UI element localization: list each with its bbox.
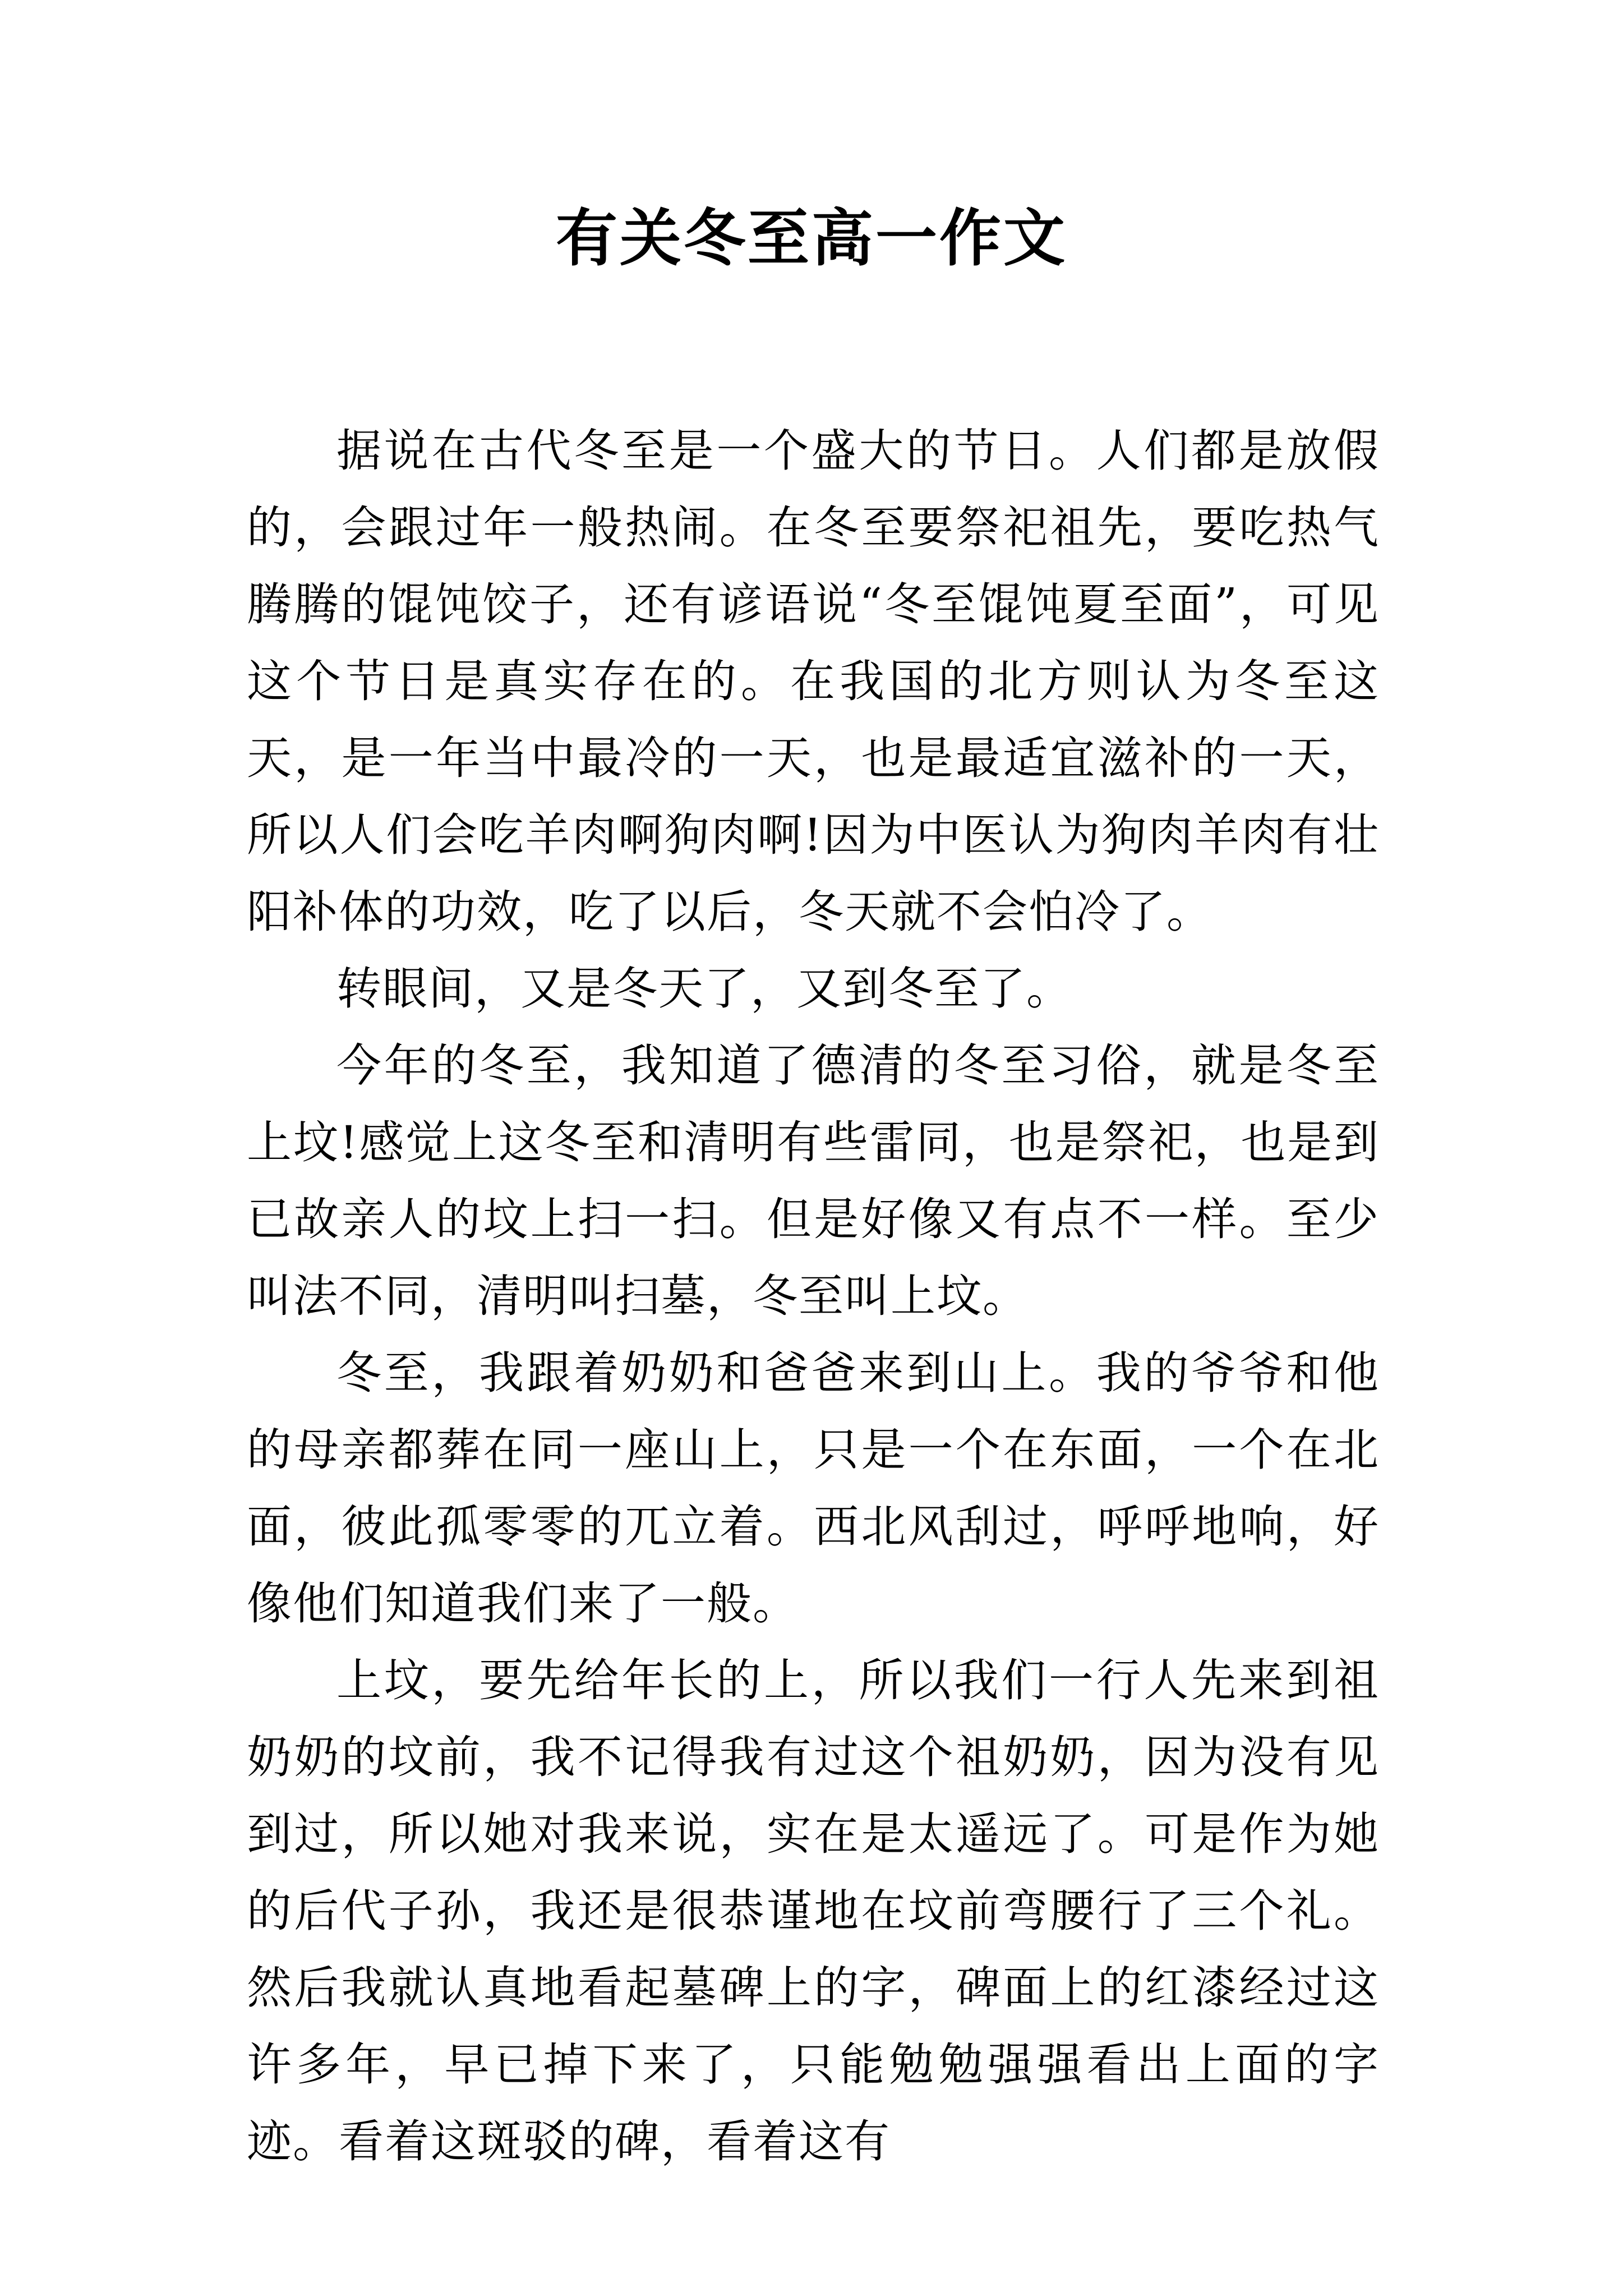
document-title: 有关冬至高一作文 (556, 202, 1067, 274)
document-body (247, 412, 1380, 2180)
paragraph: 上坟，要先给年长的上，所以我们一行人先来到祖奶奶的坟前，我不记得我有过这个祖奶奶，因为没有见到过，所以她对我来说，实在是太遥远了。可是作为她的后代子孙，我还是很恭谨地在坟前弯腰行了三个礼。然后我就认真地看起墓碑上的字，碑面上的红漆经过这许多年，早已掉下来了，只能勉勉强强看出上面的字迹。看着这斑驳的碑，看着这有 (247, 1654, 1380, 2168)
paragraph: 转眼间，又是冬天了，又到冬至了。 (336, 963, 1072, 1015)
paragraph: 今年的冬至，我知道了德清的冬至习俗，就是冬至上坟!感觉上这冬至和清明有些雷同，也是祭祀，也是到已故亲人的坟上扫一扫。但是好像又有点不一样。至少叫法不同，清明叫扫墓，冬至叫上坟。 (247, 1039, 1380, 1322)
paragraph: 冬至，我跟着奶奶和爸爸来到山上。我的爷爷和他的母亲都葬在同一座山上，只是一个在东面，一个在北面，彼此孤零零的兀立着。西北风刮过，呼呼地响，好像他们知道我们来了一般。 (247, 1347, 1380, 1630)
paragraph: 据说在古代冬至是一个盛大的节日。人们都是放假的，会跟过年一般热闹。在冬至要祭祀祖先，要吃热气腾腾的馄饨饺子，还有谚语说“冬至馄饨夏至面”，可见这个节日是真实存在的。在我国的北方则认为冬至这天，是一年当中最冷的一天，也是最适宜滋补的一天，所以人们会吃羊肉啊狗肉啊!因为中医认为狗肉羊肉有壮阳补体的功效，吃了以后，冬天就不会怕冷了。 (247, 425, 1380, 938)
